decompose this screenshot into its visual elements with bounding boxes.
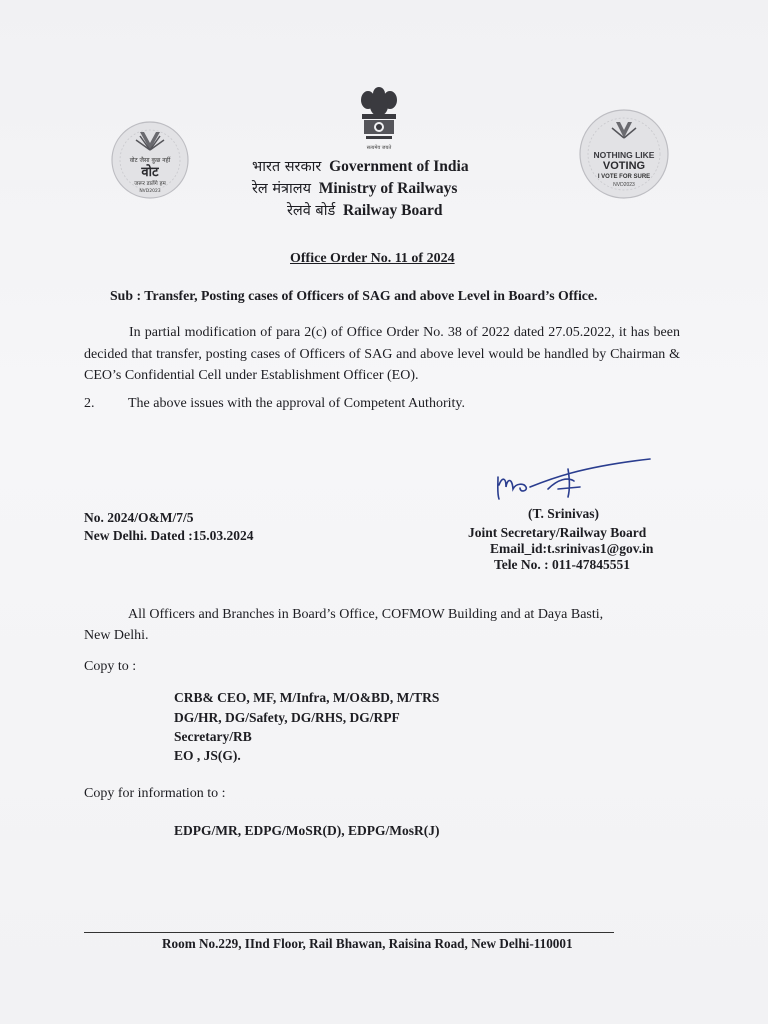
signature-icon (490, 455, 655, 505)
copy-info-label: Copy for information to : (84, 786, 226, 801)
addressees-line-1: All Officers and Branches in Board’s Office, COFMOW Building and at Daya Basti, (128, 607, 604, 622)
copy-info-line: EDPG/MR, EDPG/MoSR(D), EDPG/MosR(J) (174, 823, 440, 838)
header-ministry (252, 178, 457, 198)
logo-right-line4: NVD2023 (613, 182, 635, 188)
footer-divider (84, 932, 614, 933)
order-title: Office Order No. 11 of 2024 (290, 251, 455, 266)
header-board-english: Railway Board (342, 202, 443, 219)
logo-right-line3: I VOTE FOR SURE (597, 174, 651, 180)
header-govt-hindi: भारत सरकार (252, 159, 322, 175)
voter-awareness-logo-left (110, 110, 190, 210)
logo-left-line4: NVD2023 (139, 189, 161, 194)
copy-to-line: EO , JS(G). (174, 748, 241, 763)
copy-to-line: Secretary/RB (174, 729, 252, 744)
logo-left-line3: जरूर डालेंगे हम (134, 181, 166, 187)
svg-text:सत्यमेव जयते: सत्यमेव जयते (366, 145, 392, 151)
reference-number: No. 2024/O&M/7/5 (84, 510, 194, 525)
order-paragraph-1: In partial modification of para 2(c) of Office Order No. 38 of 2022 dated 27.05.2022, it has been decided that transfer, posting cases of Officers of SAG and above level would be handled by Chairman & CEO’s Confidential Cell under Establishment Officer (EO). (84, 325, 680, 383)
logo-right-line2: VOTING (602, 160, 646, 172)
order-paragraph-2: The above issues with the approval of Competent Authority. (128, 396, 465, 411)
header-board-hindi: रेलवे बोर्ड (287, 203, 336, 219)
national-emblem-icon (356, 84, 402, 152)
logo-right-line1: NOTHING LIKE (593, 150, 655, 160)
signatory-designation: Joint Secretary/Railway Board (468, 525, 647, 540)
header-govt-english: Government of India (329, 158, 469, 175)
footer-address: Room No.229, IInd Floor, Rail Bhawan, Raisina Road, New Delhi-110001 (162, 936, 573, 951)
addressees-line-2: New Delhi. (84, 628, 149, 643)
signatory-email: Email_id:t.srinivas1@gov.in (490, 541, 654, 556)
header-board (287, 200, 442, 220)
copy-to-label: Copy to : (84, 659, 137, 674)
signatory-name: (T. Srinivas) (528, 506, 600, 521)
header-ministry-hindi: रेल मंत्रालय (252, 181, 312, 197)
header-ministry-english: Ministry of Railways (318, 180, 458, 197)
header-govt (252, 156, 469, 176)
logo-left-line1: वोट जैसा कुछ नहीं (129, 157, 171, 164)
reference-date: New Delhi. Dated :15.03.2024 (84, 528, 254, 543)
signatory-tele: Tele No. : 011-47845551 (494, 557, 630, 572)
logo-left-line2: वोट (141, 165, 159, 180)
paragraph-2-number: 2. (84, 396, 95, 411)
copy-to-line: CRB& CEO, MF, M/Infra, M/O&BD, M/TRS (174, 690, 440, 705)
voter-awareness-logo-right (572, 108, 676, 200)
copy-to-line: DG/HR, DG/Safety, DG/RHS, DG/RPF (174, 710, 400, 725)
order-subject: Sub : Transfer, Posting cases of Officers of SAG and above Level in Board’s Office. (110, 288, 598, 303)
